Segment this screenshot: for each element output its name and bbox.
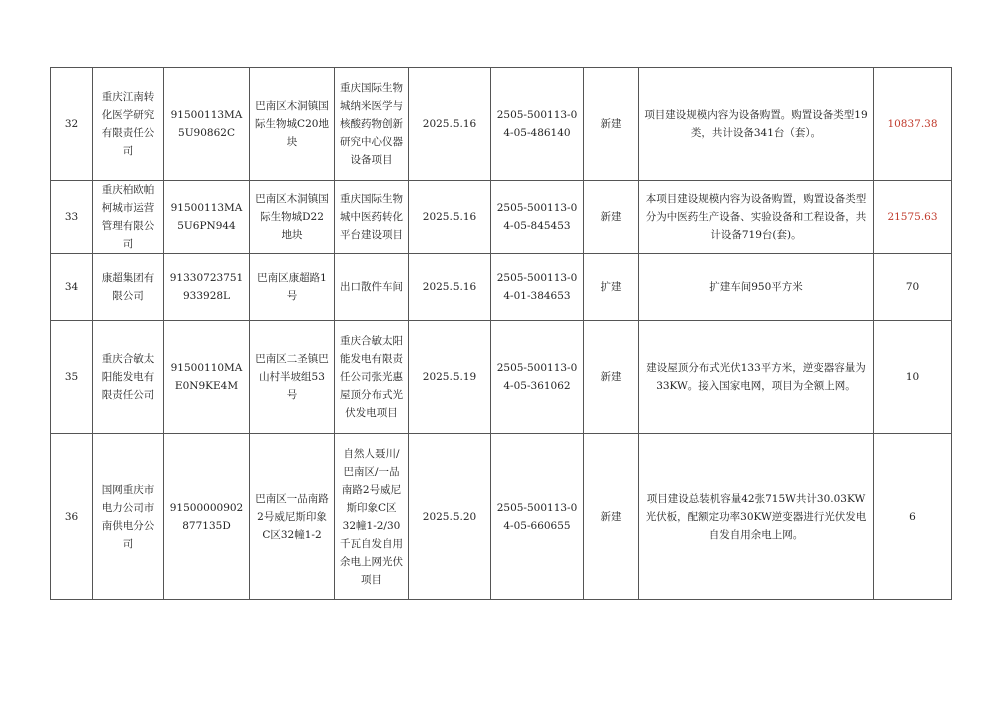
construction-type: 新建 (584, 321, 639, 434)
construction-scale: 本项目建设规模内容为设备购置，购置设备类型分为中医药生产设备、实验设备和工程设备，共计设备719台(套)。 (639, 181, 874, 254)
credit-code: 91500113MA5U90862C (164, 68, 250, 181)
project-location: 巴南区一品南路2号威尼斯印象C区32幢1-2 (250, 434, 335, 600)
credit-code: 91330723751933928L (164, 254, 250, 321)
project-code: 2505-500113-04-05-845453 (491, 181, 584, 254)
project-location: 巴南区康超路1号 (250, 254, 335, 321)
row-index: 36 (51, 434, 93, 600)
credit-code: 91500113MA5U6PN944 (164, 181, 250, 254)
filing-date: 2025.5.19 (409, 321, 491, 434)
construction-type: 新建 (584, 434, 639, 600)
investment-amount: 21575.63 (874, 181, 952, 254)
project-location: 巴南区木洞镇国际生物城C20地块 (250, 68, 335, 181)
company-name: 国网重庆市电力公司市南供电分公司 (93, 434, 164, 600)
construction-scale: 项目建设总装机容量42张715W共计30.03KW光伏板，配额定功率30KW逆变器进行光伏发电自发自用余电上网。 (639, 434, 874, 600)
company-name: 重庆江南转化医学研究有限责任公司 (93, 68, 164, 181)
construction-type: 新建 (584, 181, 639, 254)
company-name: 重庆柏欧帕柯城市运营管理有限公司 (93, 181, 164, 254)
project-code: 2505-500113-04-05-486140 (491, 68, 584, 181)
table-row (51, 434, 952, 600)
row-index: 32 (51, 68, 93, 181)
project-code: 2505-500113-04-05-660655 (491, 434, 584, 600)
company-name: 重庆合敏太阳能发电有限责任公司 (93, 321, 164, 434)
project-name: 自然人聂川/巴南区/一品南路2号威尼斯印象C区32幢1-2/30千瓦自发自用余电上网光伏项目 (335, 434, 409, 600)
row-index: 35 (51, 321, 93, 434)
investment-amount: 10 (874, 321, 952, 434)
project-name: 重庆合敏太阳能发电有限责任公司张光惠屋顶分布式光伏发电项目 (335, 321, 409, 434)
investment-amount: 70 (874, 254, 952, 321)
project-location: 巴南区木洞镇国际生物城D22地块 (250, 181, 335, 254)
table-row (51, 181, 952, 254)
project-code: 2505-500113-04-05-361062 (491, 321, 584, 434)
table-row (51, 68, 952, 181)
credit-code: 91500110MAE0N9KE4M (164, 321, 250, 434)
project-table (50, 67, 952, 600)
table-row (51, 321, 952, 434)
project-name: 重庆国际生物城中医药转化平台建设项目 (335, 181, 409, 254)
investment-amount: 10837.38 (874, 68, 952, 181)
row-index: 33 (51, 181, 93, 254)
filing-date: 2025.5.16 (409, 181, 491, 254)
project-name: 出口散件车间 (335, 254, 409, 321)
construction-type: 扩建 (584, 254, 639, 321)
company-name: 康超集团有限公司 (93, 254, 164, 321)
project-code: 2505-500113-04-01-384653 (491, 254, 584, 321)
construction-scale: 扩建车间950平方米 (639, 254, 874, 321)
credit-code: 91500000902877135D (164, 434, 250, 600)
filing-date: 2025.5.16 (409, 68, 491, 181)
table-row (51, 254, 952, 321)
filing-date: 2025.5.20 (409, 434, 491, 600)
investment-amount: 6 (874, 434, 952, 600)
project-location: 巴南区二圣镇巴山村半坡组53号 (250, 321, 335, 434)
construction-type: 新建 (584, 68, 639, 181)
construction-scale: 建设屋顶分布式光伏133平方米，逆变器容量为33KW。接入国家电网，项目为全额上网。 (639, 321, 874, 434)
construction-scale: 项目建设规模内容为设备购置。购置设备类型19类，共计设备341台（套）。 (639, 68, 874, 181)
filing-date: 2025.5.16 (409, 254, 491, 321)
row-index: 34 (51, 254, 93, 321)
project-name: 重庆国际生物城纳米医学与核酸药物创新研究中心仪器设备项目 (335, 68, 409, 181)
